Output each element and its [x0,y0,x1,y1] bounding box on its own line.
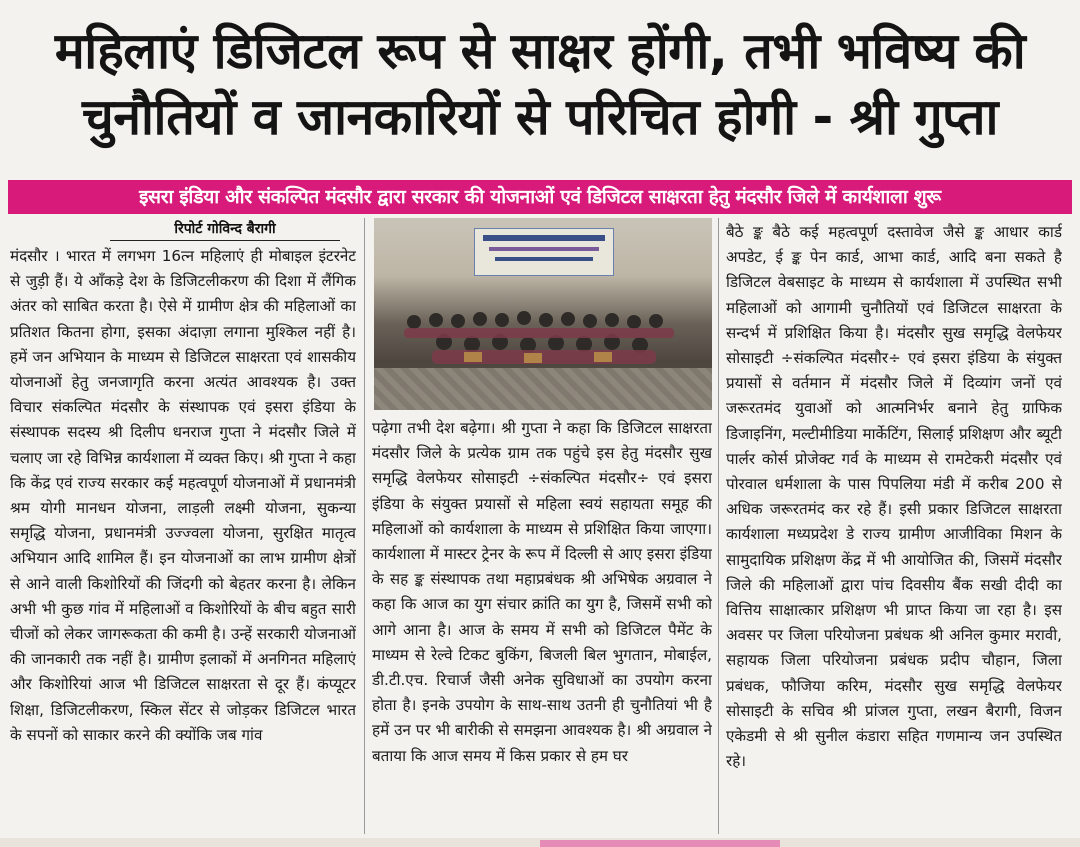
bottom-pink-tag [540,840,780,847]
article-column-3: बैठे ङ्क बैठे कई महत्वपूर्ण दस्तावेज जैसे ङ्क आधार कार्ड अपडेट, ई ङ्क पेन कार्ड, आभा कार्ड, आदि बना सकते है डिजिटल वेबसाइट के माध्यम से कार्यशाला में उपस्थित सभी महिलाओं को आगामी चुनौतियों एवं डिजिटल साक्षरता के सन्दर्भ में प्रशिक्षित किया है। मंदसौर सुख समृद्धि वेलफेयर सोसाइटी ÷संकल्पित मंदसौर÷ एवं इसरा इंडिया के संयुक्त प्रयासों से वर्तमान में मंदसौर जिले में दिव्यांग जनों एवं जरूरतमंद युवाओं को आत्मनिर्भर बनाने हेतु ग्राफिक डिजाइनिंग, मल्टीमीडिया मार्केटिंग, सिलाई प्रशिक्षण और ब्यूटी पार्लर कोर्स प्रोजेक्ट गर्व के माध्यम से रामटेकरी मंदसौर एवं पोरवाल धर्मशाला के पास पिपलिया मंडी में करीब 200 से अधिक जरूरतमंद कर रहे हैं। इसी प्रकार डिजिटल साक्षरता कार्यशाला मध्यप्रदेश डे राज्य ग्रामीण आजीविका मिशन के सामुदायिक प्रशिक्षण केंद्र में भी आयोजित की, जिसमें मंदसौर जिले की महिलाओं द्वारा पांच दिवसीय बैंक सखी दीदी का वित्तिय साक्षात्कार प्रशिक्षण भी प्राप्त किया जा रहा है। इस अवसर पर जिला परियोजना प्रबंधक श्री अनिल कुमार मरावी, सहायक जिला परियोजना प्रबंधक प्रदीप चौहान, जिला प्रबंधक, फौजिया करिम, मंदसौर सुख समृद्धि वेलफेयर सोसाइटी के सचिव श्री प्रांजल गुप्ता, लखन बैरागी, विजन एकेडमी से श्री सुनील कंडारा सहित गणमान्य जन उपस्थित रहे। [726,223,1062,771]
photo-banner [474,228,614,276]
headline [0,18,1080,150]
headline-line-1: महिलाएं डिजिटल रूप से साक्षर होंगी, तभी भविष्य की [54,22,1026,80]
photo-floor-mat [374,368,712,410]
news-photo [374,218,712,410]
byline: रिपोर्ट गोविन्द बैरागी [110,218,340,241]
article-column-2: पढ़ेगा तभी देश बढ़ेगा। श्री गुप्ता ने कहा कि डिजिटल साक्षरता मंदसौर जिले के प्रत्येक ग्राम तक पहुंचे इस हेतु मंदसौर सुख समृद्धि वेलफेयर सोसाइटी ÷संकल्पित मंदसौर÷ एवं इसरा इंडिया के संयुक्त प्रयासों से महिला स्वयं सहायता समूह की महिलाओं को कार्यशाला के माध्यम से प्रशिक्षित किया जाएगा। कार्यशाला में मास्टर ट्रेनर के रूप में दिल्ली से आए इसरा इंडिया के सह ङ्क संस्थापक तथा महाप्रबंधक श्री अभिषेक अग्रवाल ने कहा कि आज का युग संचार क्रांति का युग है, जिसमें सभी को आगे आना है। आज के समय में सभी को डिजिटल पैमेंट के माध्यम से रेल्वे टिकट बुकिंग, बिजली बिल भुगतान, मोबाईल, डी.टी.एच. रिचार्ज जैसी अनेक सुविधाओं का उपयोग करना होता है। इनके उपयोग के साथ-साथ उतनी ही चुनौतियां भी है हमें उन पर भी बारीकी से समझना आवश्यक है। श्री अग्रवाल ने बताया कि आज समय में किस प्रकार से हम घर [372,419,712,765]
headline-line-2: चुनौतियों व जानकारियों से परिचित होगी - श्री गुप्ता [82,88,998,146]
column-divider-2 [718,218,719,834]
column-divider-1 [364,218,365,834]
article-column-1: मंदसौर । भारत में लगभग 16त्न महिलाएं ही मोबाइल इंटरनेट से जुड़ी हैं। ये आँकड़े देश के डिजिटलीकरण की दिशा में लैंगिक अंतर को साबित करता है। ऐसे में ग्रामीण क्षेत्र की महिलाओं का प्रतिशत कितना होगा, इसका अंदाज़ा लगाना मुश्किल नहीं है। हमें जन अभियान के माध्यम से डिजिटल साक्षरता एवं शासकीय योजनाओं हेतु जनजागृति करना अत्यंत आवश्यक है। उक्त विचार संकल्पित मंदसौर के संस्थापक एवं इसरा इंडिया के संस्थापक सदस्य श्री दिलीप धनराज गुप्ता ने मंदसौर जिले में चलाए जा रहे विभिन्न कार्यशाला में व्यक्त किए। श्री गुप्ता ने कहा कि केंद्र एवं राज्य सरकार कई महत्वपूर्ण योजनाओं में प्रधानमंत्री श्रम योगी मानधन योजना, लाड़ली लक्ष्मी योजना, सुकन्या समृद्धि योजना, प्रधानमंत्री उज्ज्वला योजना, सुरक्षित मातृत्व अभियान आदि शामिल हैं। इन योजनाओं का लाभ ग्रामीण क्षेत्रों से आने वाली किशोरियों की जिंदगी को बेहतर करना है। लेकिन अभी भी कुछ गांव में महिलाओं व किशोरियों के बीच बहुत सारी चीजों को लेकर जागरूकता की कमी है। उन्हें सरकारी योजनाओं की जानकारी तक नहीं है। ग्रामीण इलाकों में अनगिनत महिलाएं और किशोरियां आज भी डिजिटल साक्षरता से दूर हैं। कंप्यूटर शिक्षा, डिजिटलीकरण, स्किल सेंटर से जोड़कर डिजिटल भारत के सपनों को साकार करने की क्योंकि जब गांव [10,247,356,744]
subheadline-banner: इसरा इंडिया और संकल्पित मंदसौर द्वारा सरकार की योजनाओं एवं डिजिटल साक्षरता हेतु मंदसौर जिले में कार्यशाला शुरू [8,180,1072,214]
